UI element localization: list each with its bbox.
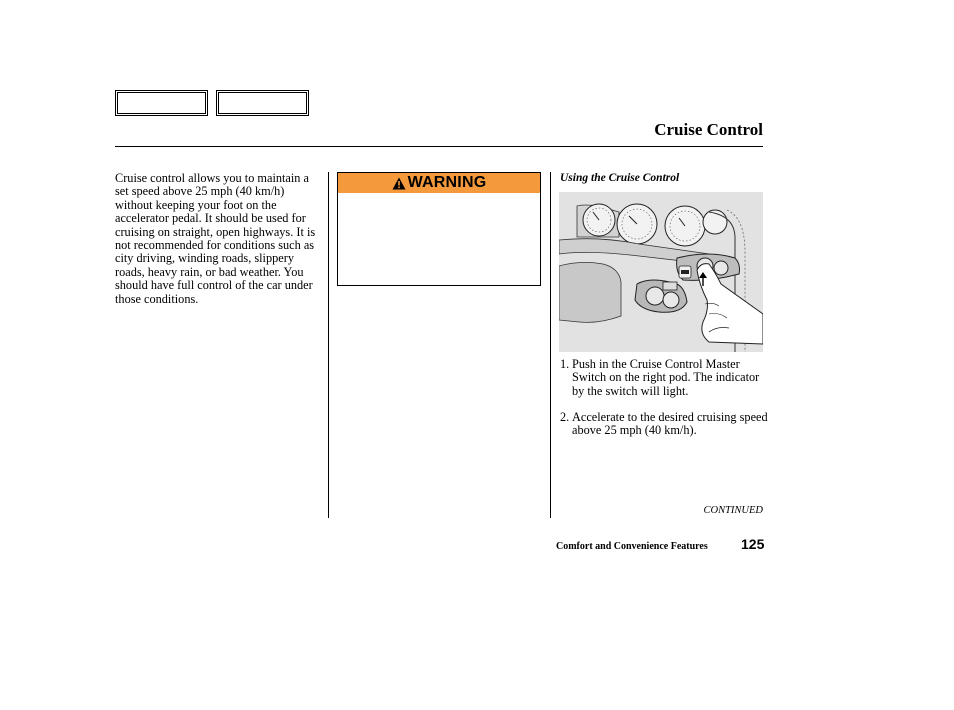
warning-triangle-icon bbox=[392, 177, 406, 190]
nav-tab-2[interactable] bbox=[216, 90, 309, 116]
column-divider-right bbox=[550, 172, 551, 518]
cruise-control-illustration bbox=[559, 192, 763, 352]
step-1 bbox=[560, 358, 770, 398]
step-2-number: 2. bbox=[560, 410, 570, 424]
step-1-number: 1. bbox=[560, 357, 570, 371]
warning-header bbox=[338, 173, 540, 193]
nav-tab-1[interactable] bbox=[115, 90, 208, 116]
intro-paragraph: Cruise control allows you to maintain a set speed above 25 mph (40 km/h) without keeping your foot on the accelerator pedal. It should be used for cruising on straight, open highways. It is not recommended for conditions such as city driving, winding roads, slippery roads, heavy rain, or bad weather. You should have full control of the car under those conditions. bbox=[115, 171, 316, 306]
page-title: Cruise Control bbox=[654, 120, 763, 139]
page-number: 125 bbox=[741, 536, 765, 552]
step-2 bbox=[560, 411, 770, 438]
dashboard-switch-drawing bbox=[559, 192, 763, 352]
continued-label: CONTINUED bbox=[703, 505, 763, 516]
warning-label: WARNING bbox=[407, 174, 487, 191]
header-rule bbox=[115, 146, 763, 147]
figure-caption: Using the Cruise Control bbox=[560, 172, 680, 184]
warning-box bbox=[337, 172, 541, 286]
step-2-text: Accelerate to the desired cruising speed above 25 mph (40 km/h). bbox=[572, 410, 768, 438]
column-divider-left bbox=[328, 172, 329, 518]
footer-section-name: Comfort and Convenience Features bbox=[556, 541, 708, 552]
step-1-text: Push in the Cruise Control Master Switch on the right pod. The indicator by the switch will light. bbox=[572, 357, 760, 398]
